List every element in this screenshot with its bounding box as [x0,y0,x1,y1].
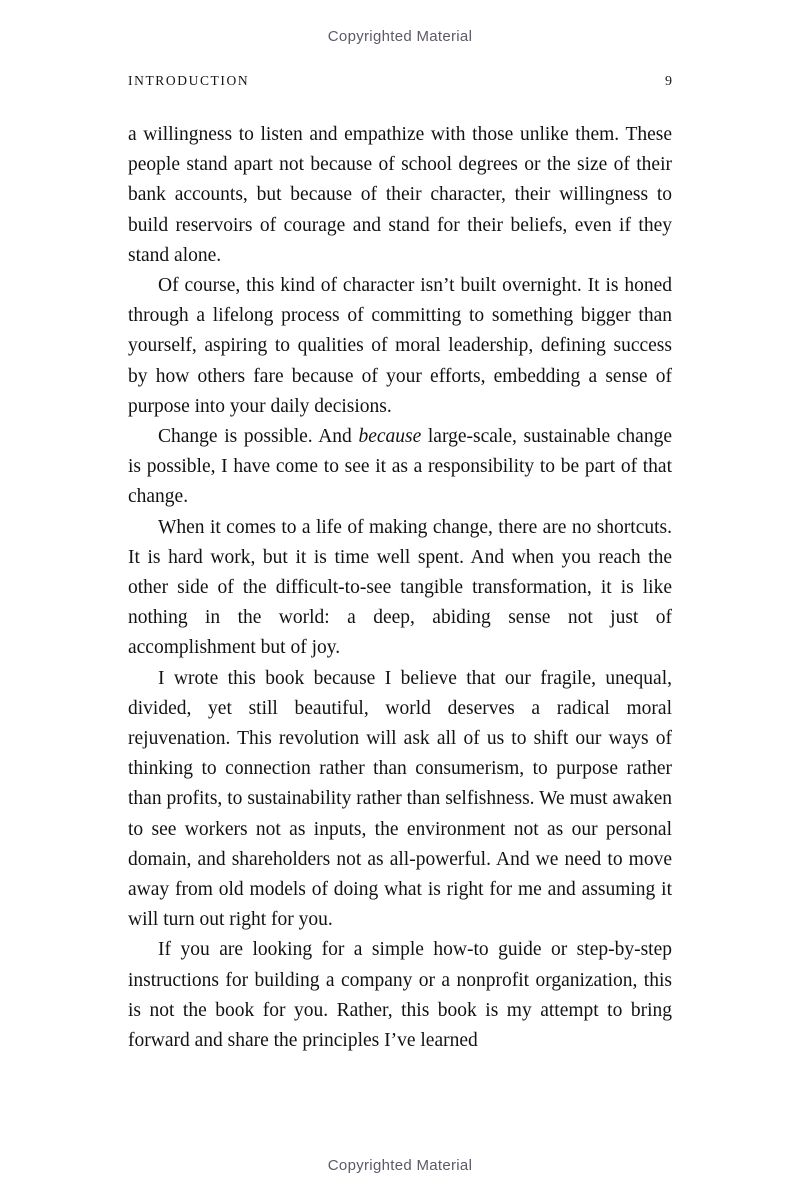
body-text [128,120,672,1056]
text-segment: When it comes to a life of making change, there are no shortcuts. It is hard work, but it is time well spent. And when you reach the other side of the difficult-to-see tangible transformation, it is like nothing in the world: a deep, abiding sense not just of accomplishment but of joy. [128,516,672,659]
text-segment: If you are looking for a simple how-to guide or step-by-step instructions for building a company or a nonprofit organization, this is not the book for you. Rather, this book is my attempt to bring forward and share the principles I’ve learned [128,939,672,1052]
italic-text: because [358,426,422,448]
paragraph [128,935,672,1056]
paragraph [128,513,672,664]
paragraph [128,664,672,936]
running-head: INTRODUCTION [128,73,250,88]
text-segment: a willingness to listen and empathize with those unlike them. These people stand apart not because of school degrees or the size of their bank accounts, but because of their character, their willingness to build reservoirs of courage and stand for their beliefs, even if they stand alone. [128,124,672,266]
copyright-watermark-top: Copyrighted Material [327,28,473,45]
paragraph [128,271,672,422]
paragraph [128,120,672,271]
text-segment: Change is possible. And [158,426,359,448]
text-segment: large-scale, sustainable change is possible, I have come to see it as a responsibility to be part of that change. [128,426,672,508]
page-number: 9 [665,74,672,89]
paragraph [128,422,672,513]
copyright-watermark-bottom: Copyrighted Material [327,1157,473,1174]
text-segment: I wrote this book because I believe that our fragile, unequal, divided, yet still beautiful, world deserves a radical moral rejuvenation. This revolution will ask all of us to shift our ways of thinking to connection rather than consumerism, to purpose rather than profits, to sustainability rather than selfishness. We must awaken to see workers not as inputs, the environment not as our personal domain, and shareholders not as all-powerful. And we need to move away from old models of doing what is right for me and assuming it will turn out right for you. [128,667,672,931]
page-header [128,73,672,90]
text-segment: Of course, this kind of character isn’t built overnight. It is honed through a lifelong process of committing to something bigger than yourself, aspiring to qualities of moral leadership, defining success by how others fare because of your efforts, embedding a sense of purpose into your daily decisions. [128,275,672,417]
